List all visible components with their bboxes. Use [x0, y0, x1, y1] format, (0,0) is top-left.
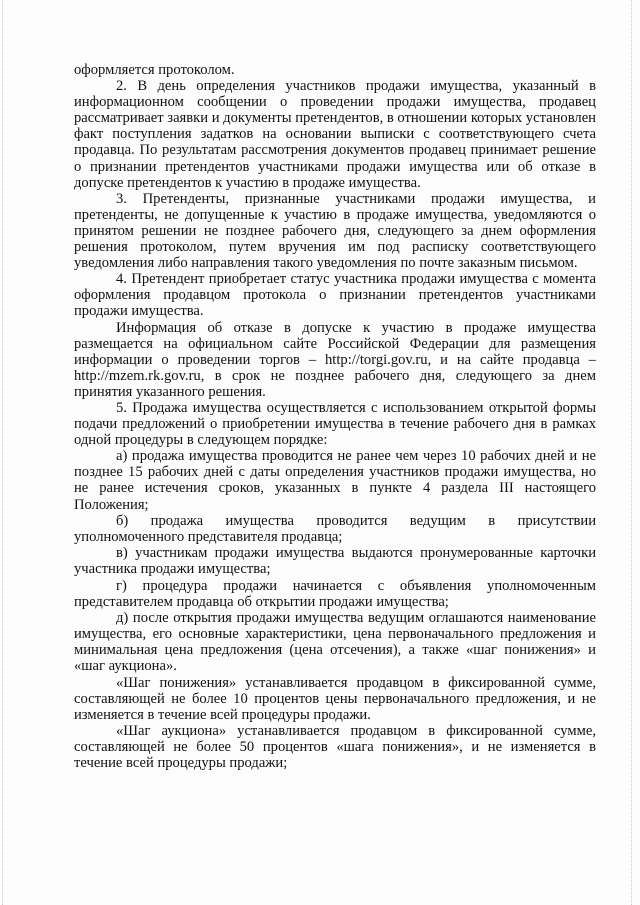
subitem-a: а) продажа имущества проводится не ранее чем через 10 рабочих дней и не позднее 15 рабочих дней с даты определения участников продажи имущества, но не ранее истечения сроков, указанных в пункте 4 раздела III настоящего Положения; [74, 448, 596, 513]
paragraph-continuation: оформляется протоколом. [74, 62, 235, 78]
paragraph-auction-step: «Шаг аукциона» устанавливается продавцом в фиксированной сумме, составляющей не более 50 процентов «шага понижения», и не изменяется в течение всей процедуры продажи; [74, 722, 596, 772]
subitem-g: г) процедура продажи начинается с объявления уполномоченным представителем продавца об открытии продажи имущества; [74, 578, 596, 611]
paragraph-item-5: 5. Продажа имущества осуществляется с использованием открытой формы подачи предложений о приобретении имущества в течение рабочего дня в рамках одной процедуры в следующем порядке: [74, 399, 596, 449]
paragraph-item-4: 4. Претендент приобретает статус участника продажи имущества с момента оформления продавцом протокола о признании претендентов участниками продажи имущества. [74, 271, 596, 320]
subitem-d: д) после открытия продажи имущества ведущим оглашаются наименование имущества, его основные характеристики, цена первоначального предложения и минимальная цена предложения (цена отсечения), а также «шаг понижения» и «шаг аукциона». [74, 610, 596, 675]
subitem-v: в) участникам продажи имущества выдаются пронумерованные карточки участника продажи имущества; [74, 544, 596, 577]
subitem-b: б) продажа имущества проводится ведущим в присутствии уполномоченного представителя продавца; [74, 512, 596, 545]
scan-edge-right [631, 0, 633, 905]
paragraph-item-2: 2. В день определения участников продажи имущества, указанный в информационном сообщении о проведении продажи имущества, продавец рассматривает заявки и документы претендентов, в отношении которых установлен факт поступления задатков на основании выписки с соответствующего счета продавца. По результатам рассмотрения документов продавец принимает решение о признании претендентов участниками продажи имущества или об отказе в допуске претендентов к участию в продаже имущества. [74, 78, 596, 191]
paragraph-refusal-info: Информация об отказе в допуске к участию в продаже имущества размещается на официальном сайте Российской Федерации для размещения информации о проведении торгов – http://torgi.gov.ru, и на сайте продавца – http://mzem.rk.gov.ru, в срок не позднее рабочего дня, следующего за днем принятия указанного решения. [74, 319, 596, 400]
paragraph-step-decrease: «Шаг понижения» устанавливается продавцом в фиксированной сумме, составляющей не более 10 процентов цены первоначального предложения, и не изменяется в течение всей процедуры продажи. [74, 674, 596, 723]
paragraph-item-3: 3. Претенденты, признанные участниками продажи имущества, и претенденты, не допущенные к участию в продаже имущества, уведомляются о принятом решении не позднее рабочего дня, следующего за днем оформления решения протоколом, путем вручения им под расписку соответствующего уведомления либо направления такого уведомления по почте заказным письмом. [74, 190, 596, 272]
scan-edge-left [2, 0, 4, 905]
document-body [74, 62, 596, 771]
